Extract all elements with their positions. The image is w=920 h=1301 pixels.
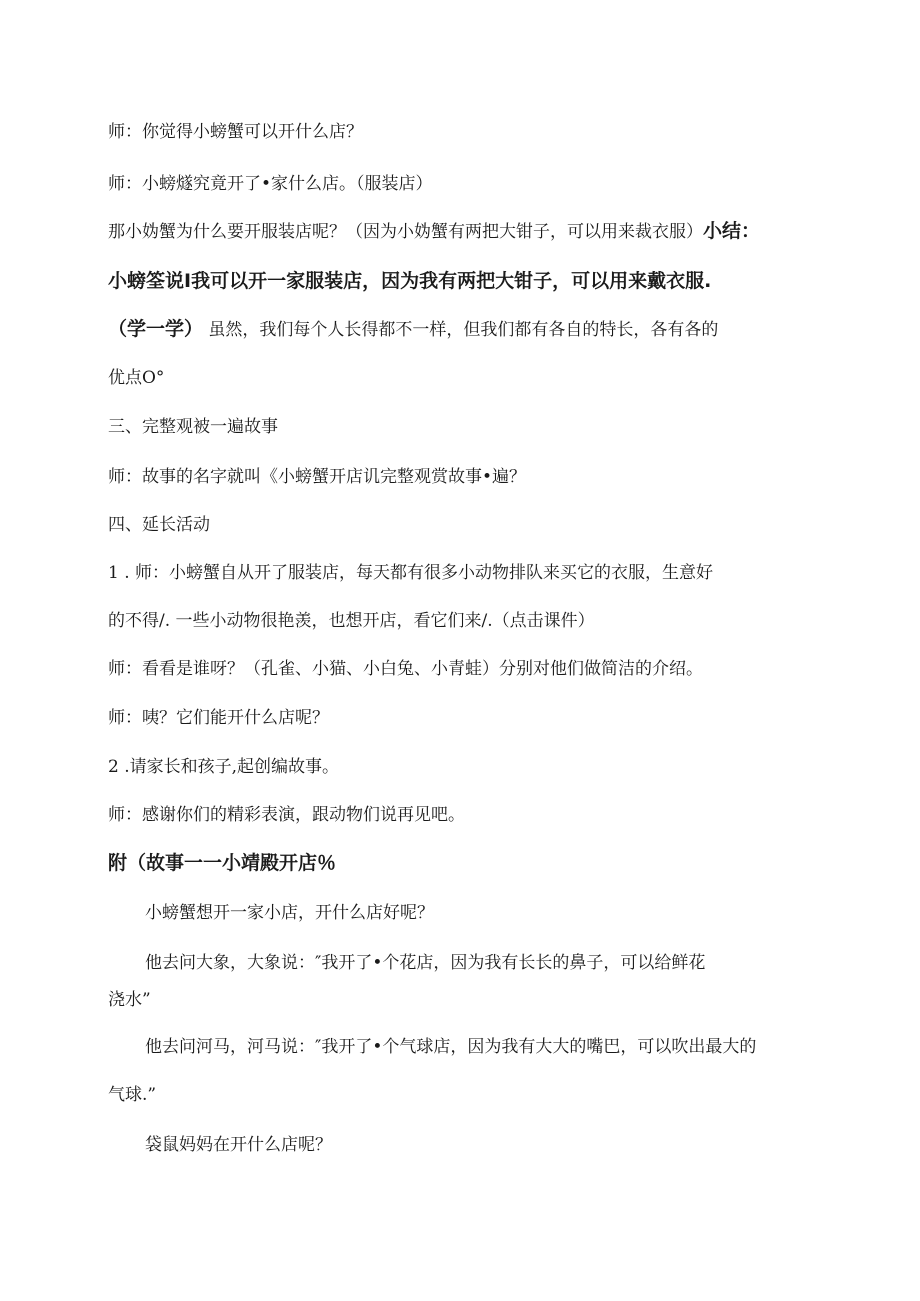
paragraph: 师：看看是谁呀？（孔雀、小猫、小白兔、小青蛙）分别对他们做简洁的介绍。 (108, 659, 703, 679)
paragraph (108, 219, 760, 244)
paragraph-text: 虽然，我们每个人长得都不一样，但我们都有各自的特长，各有各的 (208, 320, 719, 340)
story-paragraph: 浇水” (108, 990, 151, 1010)
paragraph: 1 . 师：小螃蟹自从开了服装店，每天都有很多小动物排队来买它的衣服，生意好 (108, 563, 714, 583)
paragraph: 师：咦？它们能开什么店呢？ (108, 708, 329, 728)
paragraph: 2 .请家长和孩子,起创编故事。 (108, 757, 340, 777)
section-heading: 三、完整观被一遍故事 (108, 417, 278, 437)
paragraph: 优点O° (108, 368, 165, 388)
story-paragraph: 小螃蟹想开一家小店，开什么店好呢？ (145, 903, 434, 923)
paragraph: 师：小螃燧究竟开了•家什么店。（服装店） (108, 174, 433, 194)
story-paragraph: 袋鼠妈妈在开什么店呢？ (145, 1135, 332, 1155)
paragraph: 师：故事的名字就叫《小螃蟹开店讥完整观赏故事•遍？ (108, 467, 527, 487)
summary-label: 小结： (703, 220, 761, 242)
story-paragraph: 气球.” (108, 1085, 157, 1105)
section-label: （学一学） (108, 318, 204, 340)
paragraph-text: 那小妫蟹为什么要开服装店呢？（因为小妫蟹有两把大钳子，可以用来裁衣服） (108, 222, 703, 242)
summary-text: 小螃筌说I我可以开一家服装店，因为我有两把大钳子，可以用来戴衣服. (108, 270, 712, 292)
paragraph (108, 317, 718, 342)
paragraph: 师：你觉得小螃蟹可以开什么店？ (108, 122, 363, 142)
story-paragraph: 他去问河马，河马说：″我开了•个气球店，因为我有大大的嘴巴，可以吹出最大的 (145, 1037, 757, 1057)
section-heading: 四、延长活动 (108, 515, 210, 535)
story-heading: 附（故事一一小靖殿开店％ (108, 852, 337, 874)
paragraph: 的不得/. 一些小动物很艳羡，也想开店，看它们来/.（点击课件） (108, 611, 595, 631)
paragraph: 师：感谢你们的精彩表演，跟动物们说再见吧。 (108, 805, 465, 825)
story-paragraph: 他去问大象，大象说：″我开了•个花店，因为我有长长的鼻子，可以给鲜花 (145, 953, 706, 973)
